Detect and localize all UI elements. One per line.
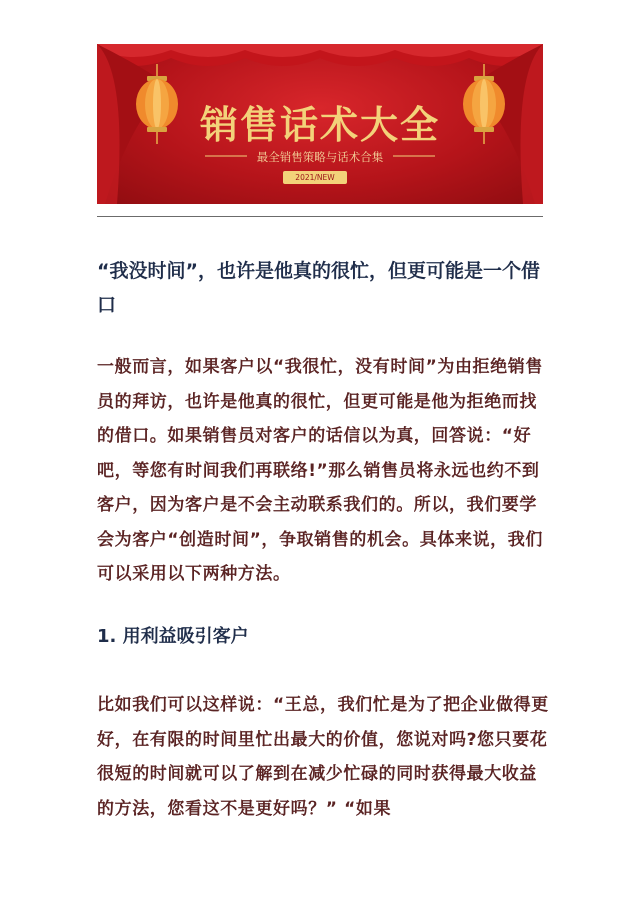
header-banner: [97, 44, 543, 204]
year-badge: 2021/NEW: [283, 171, 347, 184]
article-heading: “我没时间”，也许是他真的很忙，但更可能是一个借口: [97, 260, 540, 316]
article-paragraph: 一般而言，如果客户以“我很忙，没有时间”为由拒绝销售员的拜访，也许是他真的很忙，但更可能是他为拒绝而找的借口。如果销售员对客户的话信以为真，回答说：“好吧，等您有时间我们再联络!”那么销售员将永远也约不到客户，因为客户是不会主动联系我们的。所以，我们要学会为客户“创造时间”，争取销售的机会。具体来说，我们可以采用以下两种方法。: [97, 357, 543, 584]
divider-line: [97, 216, 543, 217]
article-paragraph: 比如我们可以这样说：“王总，我们忙是为了把企业做得更好，在有限的时间里忙出最大的价值，您说对吗?您只要花很短的时间就可以了解到在减少忙碌的同时获得最大收益的方法，您看这不是更好吗？” “如果: [97, 695, 549, 819]
section-subheading: 1. 用利益吸引客户: [97, 626, 249, 647]
banner-title: 销售话术大全: [199, 103, 440, 147]
banner-subtitle: 最全销售策略与话术合集: [256, 150, 384, 164]
